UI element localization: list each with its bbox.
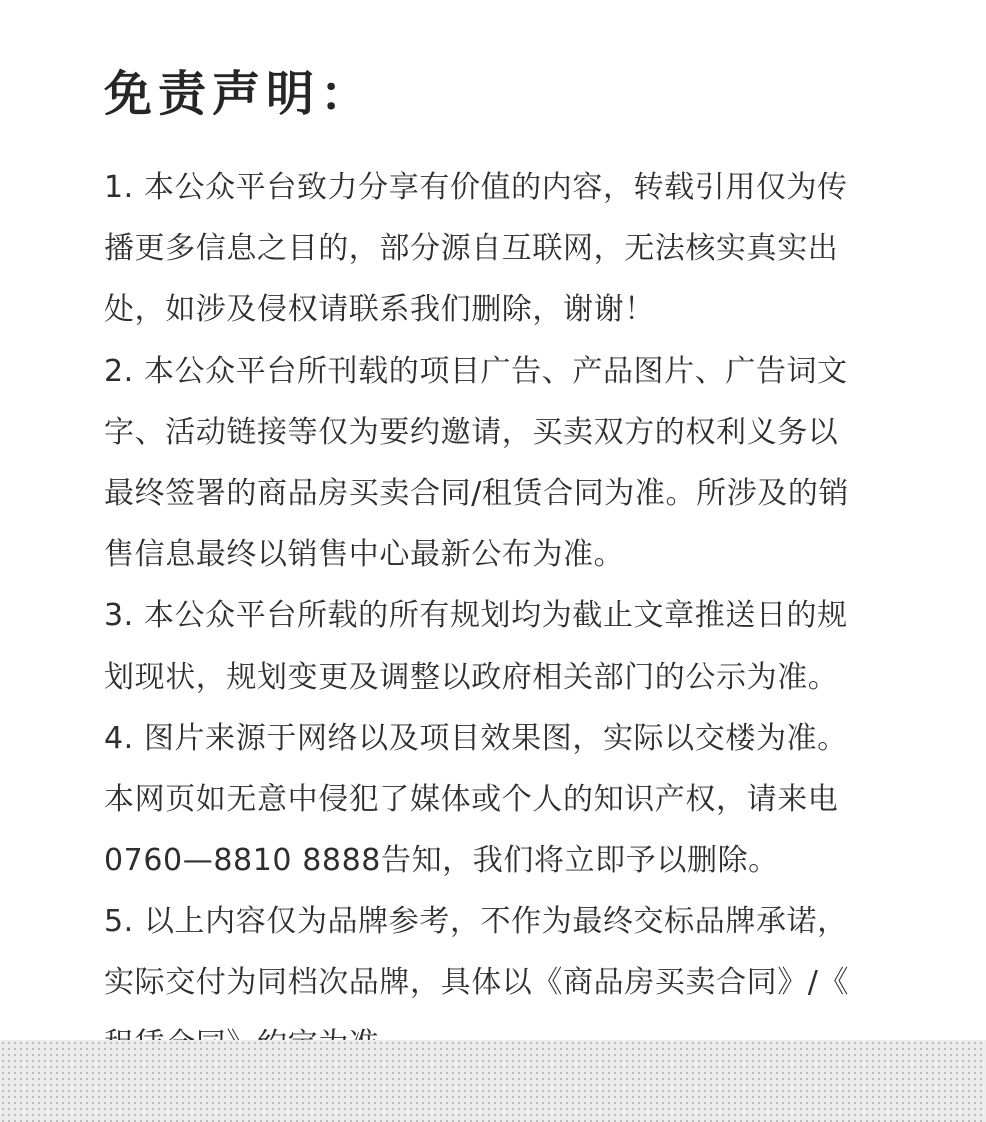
body-line: 2. 本公众平台所刊载的项目广告、产品图片、广告词文 [104, 353, 848, 389]
body-line: 售信息最终以销售中心最新公布为准。 [104, 537, 625, 573]
body-line: 实际交付为同档次品牌，具体以《商品房买卖合同》/《 [104, 965, 850, 1001]
body-line: 4. 图片来源于网络以及项目效果图，实际以交楼为准。 [104, 720, 848, 756]
page-title: 免责声明： [104, 66, 375, 122]
body-line: 播更多信息之目的，部分源自互联网，无法核实真实出 [104, 231, 839, 267]
body-line: 字、活动链接等仅为要约邀请，买卖双方的权利义务以 [104, 414, 839, 450]
body-line: 1. 本公众平台致力分享有价值的内容，转载引用仅为传 [104, 170, 848, 205]
body-line: 划现状，规划变更及调整以政府相关部门的公示为准。 [104, 659, 839, 695]
body-line: 0760—8810 8888告知，我们将立即予以删除。 [104, 843, 779, 879]
dotted-footer-band [0, 1040, 986, 1122]
body-line: 5. 以上内容仅为品牌参考，不作为最终交标品牌承诺， [104, 904, 848, 940]
disclaimer-body [104, 157, 904, 1075]
body-line: 3. 本公众平台所载的所有规划均为截止文章推送日的规 [104, 598, 848, 634]
body-line: 本网页如无意中侵犯了媒体或个人的知识产权，请来电 [104, 781, 839, 817]
body-line: 处，如涉及侵权请联系我们删除，谢谢！ [104, 292, 655, 328]
body-line: 最终签署的商品房买卖合同/租赁合同为准。所涉及的销 [104, 475, 850, 511]
